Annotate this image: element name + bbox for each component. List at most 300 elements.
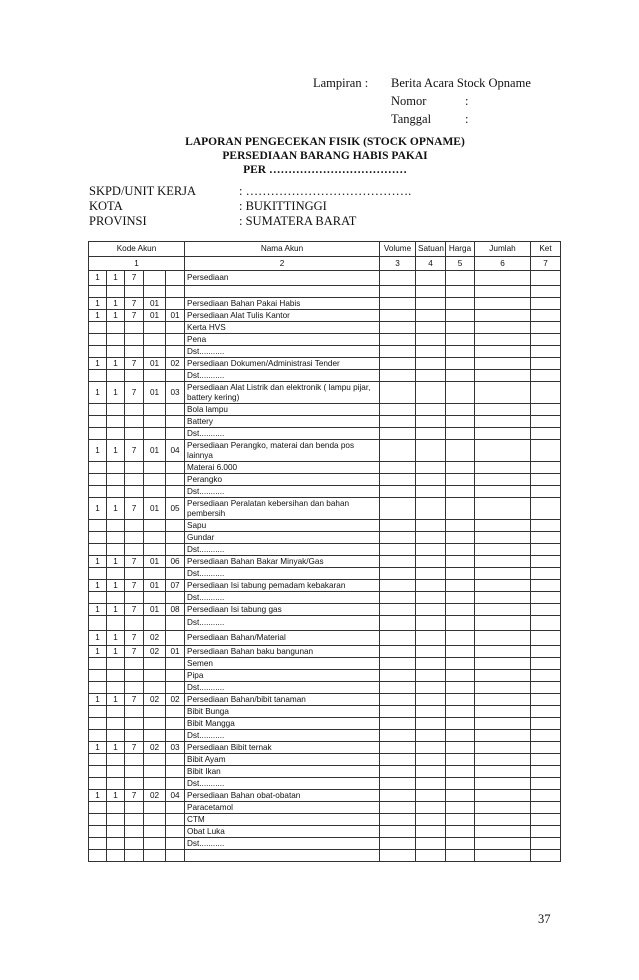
kode-cell: [125, 416, 144, 428]
kode-cell: 1: [107, 271, 125, 286]
satuan-cell: [416, 520, 446, 532]
harga-cell: [446, 682, 475, 694]
satuan-cell: [416, 694, 446, 706]
kode-cell: [125, 658, 144, 670]
volume-cell: [380, 322, 416, 334]
kode-cell: [107, 850, 125, 862]
kode-cell: 7: [125, 498, 144, 520]
kode-cell: 7: [125, 742, 144, 754]
header-kode-akun: Kode Akun: [89, 242, 185, 257]
volume-cell: [380, 404, 416, 416]
kode-cell: [107, 286, 125, 298]
kode-cell: [125, 346, 144, 358]
volume-cell: [380, 440, 416, 462]
jumlah-cell: [475, 474, 531, 486]
nama-akun-cell: Dst...........: [185, 682, 380, 694]
ket-cell: [531, 322, 561, 334]
kode-cell: 7: [125, 358, 144, 370]
volume-cell: [380, 271, 416, 286]
jumlah-cell: [475, 742, 531, 754]
kode-cell: [144, 486, 166, 498]
kode-cell: [166, 670, 185, 682]
kode-cell: 1: [89, 498, 107, 520]
kode-cell: 1: [107, 790, 125, 802]
volume-cell: [380, 462, 416, 474]
ket-cell: [531, 742, 561, 754]
table-row: [89, 556, 561, 568]
kode-cell: [125, 850, 144, 862]
kode-cell: [144, 658, 166, 670]
satuan-cell: [416, 322, 446, 334]
kode-cell: [166, 718, 185, 730]
satuan-cell: [416, 802, 446, 814]
kode-cell: 1: [107, 646, 125, 658]
ket-cell: [531, 440, 561, 462]
kode-cell: [125, 544, 144, 556]
satuan-cell: [416, 682, 446, 694]
table-row: [89, 742, 561, 754]
kode-cell: [89, 802, 107, 814]
kode-cell: 01: [166, 310, 185, 322]
column-number: 7: [531, 257, 561, 271]
kode-cell: [144, 814, 166, 826]
kode-cell: 01: [144, 498, 166, 520]
nama-akun-cell: CTM: [185, 814, 380, 826]
ket-cell: [531, 754, 561, 766]
harga-cell: [446, 298, 475, 310]
harga-cell: [446, 346, 475, 358]
volume-cell: [380, 592, 416, 604]
harga-cell: [446, 658, 475, 670]
table-row: [89, 346, 561, 358]
jumlah-cell: [475, 322, 531, 334]
jumlah-cell: [475, 298, 531, 310]
ket-cell: [531, 631, 561, 646]
nama-akun-cell: Gundar: [185, 532, 380, 544]
ket-cell: [531, 271, 561, 286]
kode-cell: 01: [144, 604, 166, 616]
table-row: [89, 730, 561, 742]
table-row: [89, 568, 561, 580]
ket-cell: [531, 658, 561, 670]
satuan-cell: [416, 568, 446, 580]
ket-cell: [531, 370, 561, 382]
kode-cell: [166, 631, 185, 646]
jumlah-cell: [475, 568, 531, 580]
table-row: [89, 520, 561, 532]
kode-cell: [89, 814, 107, 826]
volume-cell: [380, 658, 416, 670]
ket-cell: [531, 404, 561, 416]
kode-cell: [166, 544, 185, 556]
kode-cell: [125, 404, 144, 416]
kode-cell: 1: [89, 580, 107, 592]
table-row: [89, 790, 561, 802]
kode-cell: 01: [144, 580, 166, 592]
nama-akun-cell: Dst...........: [185, 616, 380, 631]
volume-cell: [380, 670, 416, 682]
kode-cell: [166, 520, 185, 532]
kode-cell: [107, 826, 125, 838]
title-line-2: PERSEDIAAN BARANG HABIS PAKAI: [222, 150, 428, 162]
jumlah-cell: [475, 358, 531, 370]
satuan-cell: [416, 382, 446, 404]
kode-cell: 04: [166, 440, 185, 462]
header-harga: Harga: [446, 242, 475, 257]
kode-cell: 01: [144, 298, 166, 310]
kode-cell: [144, 532, 166, 544]
table-row: [89, 498, 561, 520]
ket-cell: [531, 706, 561, 718]
table-row: [89, 358, 561, 370]
nama-akun-cell: Kerta HVS: [185, 322, 380, 334]
ket-cell: [531, 298, 561, 310]
kode-cell: [107, 462, 125, 474]
table-row: [89, 754, 561, 766]
volume-cell: [380, 778, 416, 790]
nama-akun-cell: Dst...........: [185, 428, 380, 440]
info-block: [89, 184, 411, 229]
kode-cell: [107, 416, 125, 428]
kode-cell: [144, 428, 166, 440]
kode-cell: 1: [107, 694, 125, 706]
harga-cell: [446, 382, 475, 404]
table-row: [89, 646, 561, 658]
kode-cell: [89, 592, 107, 604]
kode-cell: [144, 370, 166, 382]
nama-akun-cell: Persediaan Bahan baku bangunan: [185, 646, 380, 658]
satuan-cell: [416, 298, 446, 310]
ket-cell: [531, 826, 561, 838]
harga-cell: [446, 462, 475, 474]
kode-cell: [89, 766, 107, 778]
kode-cell: 7: [125, 440, 144, 462]
kode-cell: [144, 286, 166, 298]
ket-cell: [531, 346, 561, 358]
kode-cell: 01: [166, 646, 185, 658]
table-row: [89, 766, 561, 778]
jumlah-cell: [475, 382, 531, 404]
satuan-cell: [416, 462, 446, 474]
title-line-3: PER ………………………………: [243, 164, 407, 176]
kode-cell: 1: [107, 358, 125, 370]
kode-cell: [107, 754, 125, 766]
volume-cell: [380, 706, 416, 718]
kode-cell: [89, 462, 107, 474]
jumlah-cell: [475, 520, 531, 532]
satuan-cell: [416, 310, 446, 322]
harga-cell: [446, 850, 475, 862]
kode-cell: 7: [125, 382, 144, 404]
harga-cell: [446, 802, 475, 814]
ket-cell: [531, 802, 561, 814]
kode-cell: [125, 814, 144, 826]
kode-cell: [166, 474, 185, 486]
table-row: [89, 286, 561, 298]
kode-cell: [144, 838, 166, 850]
satuan-cell: [416, 532, 446, 544]
harga-cell: [446, 694, 475, 706]
kode-cell: [144, 346, 166, 358]
volume-cell: [380, 474, 416, 486]
kode-cell: [144, 334, 166, 346]
satuan-cell: [416, 592, 446, 604]
satuan-cell: [416, 616, 446, 631]
harga-cell: [446, 730, 475, 742]
jumlah-cell: [475, 658, 531, 670]
kode-cell: 1: [89, 382, 107, 404]
kode-cell: [125, 520, 144, 532]
kode-cell: [166, 850, 185, 862]
kode-cell: [166, 271, 185, 286]
jumlah-cell: [475, 370, 531, 382]
jumlah-cell: [475, 556, 531, 568]
ket-cell: [531, 310, 561, 322]
header-row: [89, 242, 561, 257]
kode-cell: [125, 616, 144, 631]
nomor-value: :: [465, 94, 469, 108]
nama-akun-cell: Persediaan Bahan Bakar Minyak/Gas: [185, 556, 380, 568]
kode-cell: [144, 850, 166, 862]
jumlah-cell: [475, 544, 531, 556]
nama-akun-cell: Persediaan Alat Listrik dan elektronik ( lampu pijar, battery kering): [185, 382, 380, 404]
kode-cell: 06: [166, 556, 185, 568]
kode-cell: [125, 568, 144, 580]
kode-cell: [89, 322, 107, 334]
satuan-cell: [416, 730, 446, 742]
satuan-cell: [416, 486, 446, 498]
jumlah-cell: [475, 826, 531, 838]
kode-cell: 05: [166, 498, 185, 520]
lampiran-block: [313, 74, 531, 128]
jumlah-cell: [475, 532, 531, 544]
kode-cell: 7: [125, 631, 144, 646]
kode-cell: [144, 682, 166, 694]
harga-cell: [446, 766, 475, 778]
volume-cell: [380, 580, 416, 592]
ket-cell: [531, 486, 561, 498]
kode-cell: [89, 404, 107, 416]
satuan-cell: [416, 658, 446, 670]
kode-cell: [144, 592, 166, 604]
table-row: [89, 544, 561, 556]
ket-cell: [531, 556, 561, 568]
harga-cell: [446, 568, 475, 580]
column-number: 2: [185, 257, 380, 271]
volume-cell: [380, 730, 416, 742]
ket-cell: [531, 592, 561, 604]
kode-cell: [166, 532, 185, 544]
ket-cell: [531, 334, 561, 346]
kode-cell: [144, 706, 166, 718]
ket-cell: [531, 670, 561, 682]
ket-cell: [531, 498, 561, 520]
nama-akun-cell: [185, 850, 380, 862]
harga-cell: [446, 670, 475, 682]
nama-akun-cell: Persediaan: [185, 271, 380, 286]
volume-cell: [380, 532, 416, 544]
kode-cell: [166, 568, 185, 580]
ket-cell: [531, 778, 561, 790]
kode-cell: [125, 730, 144, 742]
kode-cell: [144, 322, 166, 334]
kode-cell: [166, 814, 185, 826]
nama-akun-cell: Persediaan Bahan obat-obatan: [185, 790, 380, 802]
satuan-cell: [416, 754, 446, 766]
volume-cell: [380, 498, 416, 520]
kode-cell: 1: [89, 646, 107, 658]
kode-cell: [166, 838, 185, 850]
satuan-cell: [416, 826, 446, 838]
ket-cell: [531, 286, 561, 298]
nama-akun-cell: Dst...........: [185, 592, 380, 604]
jumlah-cell: [475, 754, 531, 766]
kode-cell: [125, 682, 144, 694]
jumlah-cell: [475, 730, 531, 742]
kode-cell: [125, 754, 144, 766]
jumlah-cell: [475, 670, 531, 682]
ket-cell: [531, 382, 561, 404]
nama-akun-cell: Persediaan Bahan/bibit tanaman: [185, 694, 380, 706]
kode-cell: [89, 370, 107, 382]
table-row: [89, 486, 561, 498]
volume-cell: [380, 694, 416, 706]
volume-cell: [380, 646, 416, 658]
harga-cell: [446, 631, 475, 646]
nama-akun-cell: Dst...........: [185, 838, 380, 850]
kode-cell: 1: [89, 440, 107, 462]
kode-cell: [125, 802, 144, 814]
nama-akun-cell: Persediaan Perangko, materai dan benda pos lainnya: [185, 440, 380, 462]
jumlah-cell: [475, 286, 531, 298]
kode-cell: [166, 462, 185, 474]
provinsi-label: PROVINSI: [89, 214, 147, 228]
kode-cell: [125, 428, 144, 440]
volume-cell: [380, 682, 416, 694]
jumlah-cell: [475, 580, 531, 592]
table-row: [89, 310, 561, 322]
harga-cell: [446, 286, 475, 298]
nama-akun-cell: Persediaan Alat Tulis Kantor: [185, 310, 380, 322]
kode-cell: [166, 416, 185, 428]
nama-akun-cell: Sapu: [185, 520, 380, 532]
table-row: [89, 462, 561, 474]
nama-akun-cell: Dst...........: [185, 370, 380, 382]
kode-cell: [89, 286, 107, 298]
kode-cell: [107, 706, 125, 718]
kode-cell: 7: [125, 310, 144, 322]
kode-cell: [89, 486, 107, 498]
kode-cell: [107, 730, 125, 742]
kode-cell: [107, 404, 125, 416]
kode-cell: [144, 802, 166, 814]
jumlah-cell: [475, 802, 531, 814]
ket-cell: [531, 428, 561, 440]
table-row: [89, 474, 561, 486]
kode-cell: [89, 416, 107, 428]
harga-cell: [446, 334, 475, 346]
kode-cell: [89, 778, 107, 790]
kode-cell: [125, 532, 144, 544]
satuan-cell: [416, 838, 446, 850]
harga-cell: [446, 814, 475, 826]
table-row: [89, 428, 561, 440]
satuan-cell: [416, 416, 446, 428]
volume-cell: [380, 604, 416, 616]
kode-cell: [166, 754, 185, 766]
kode-cell: [125, 838, 144, 850]
tanggal-value: :: [465, 112, 469, 126]
kode-cell: 1: [107, 382, 125, 404]
nama-akun-cell: Semen: [185, 658, 380, 670]
kode-cell: [89, 730, 107, 742]
kode-cell: [144, 474, 166, 486]
jumlah-cell: [475, 838, 531, 850]
satuan-cell: [416, 346, 446, 358]
harga-cell: [446, 604, 475, 616]
jumlah-cell: [475, 271, 531, 286]
jumlah-cell: [475, 850, 531, 862]
satuan-cell: [416, 718, 446, 730]
kode-cell: [107, 718, 125, 730]
kode-cell: [89, 718, 107, 730]
kode-cell: [107, 814, 125, 826]
header-jumlah: Jumlah: [475, 242, 531, 257]
harga-cell: [446, 428, 475, 440]
kode-cell: 7: [125, 580, 144, 592]
table-row: [89, 370, 561, 382]
header-volume: Volume: [380, 242, 416, 257]
kode-cell: [89, 616, 107, 631]
kode-cell: [107, 670, 125, 682]
harga-cell: [446, 826, 475, 838]
kode-cell: 1: [107, 556, 125, 568]
harga-cell: [446, 271, 475, 286]
kode-cell: [144, 616, 166, 631]
table-row: [89, 532, 561, 544]
ket-cell: [531, 730, 561, 742]
kode-cell: [107, 616, 125, 631]
kode-cell: [89, 850, 107, 862]
kode-cell: [144, 568, 166, 580]
kode-cell: [107, 334, 125, 346]
tanggal-label: Tanggal: [391, 112, 432, 126]
kode-cell: 08: [166, 604, 185, 616]
kode-cell: 02: [166, 358, 185, 370]
kode-cell: [107, 568, 125, 580]
table-row: [89, 604, 561, 616]
satuan-cell: [416, 544, 446, 556]
ket-cell: [531, 520, 561, 532]
nama-akun-cell: Bibit Ayam: [185, 754, 380, 766]
kode-cell: [89, 334, 107, 346]
jumlah-cell: [475, 706, 531, 718]
kota-value: : BUKITTINGGI: [239, 199, 327, 213]
kode-cell: [107, 474, 125, 486]
kode-cell: [166, 486, 185, 498]
kode-cell: [144, 826, 166, 838]
satuan-cell: [416, 404, 446, 416]
satuan-cell: [416, 778, 446, 790]
kode-cell: [144, 766, 166, 778]
harga-cell: [446, 592, 475, 604]
ket-cell: [531, 580, 561, 592]
jumlah-cell: [475, 631, 531, 646]
volume-cell: [380, 310, 416, 322]
kode-cell: [89, 706, 107, 718]
kode-cell: 03: [166, 742, 185, 754]
volume-cell: [380, 814, 416, 826]
